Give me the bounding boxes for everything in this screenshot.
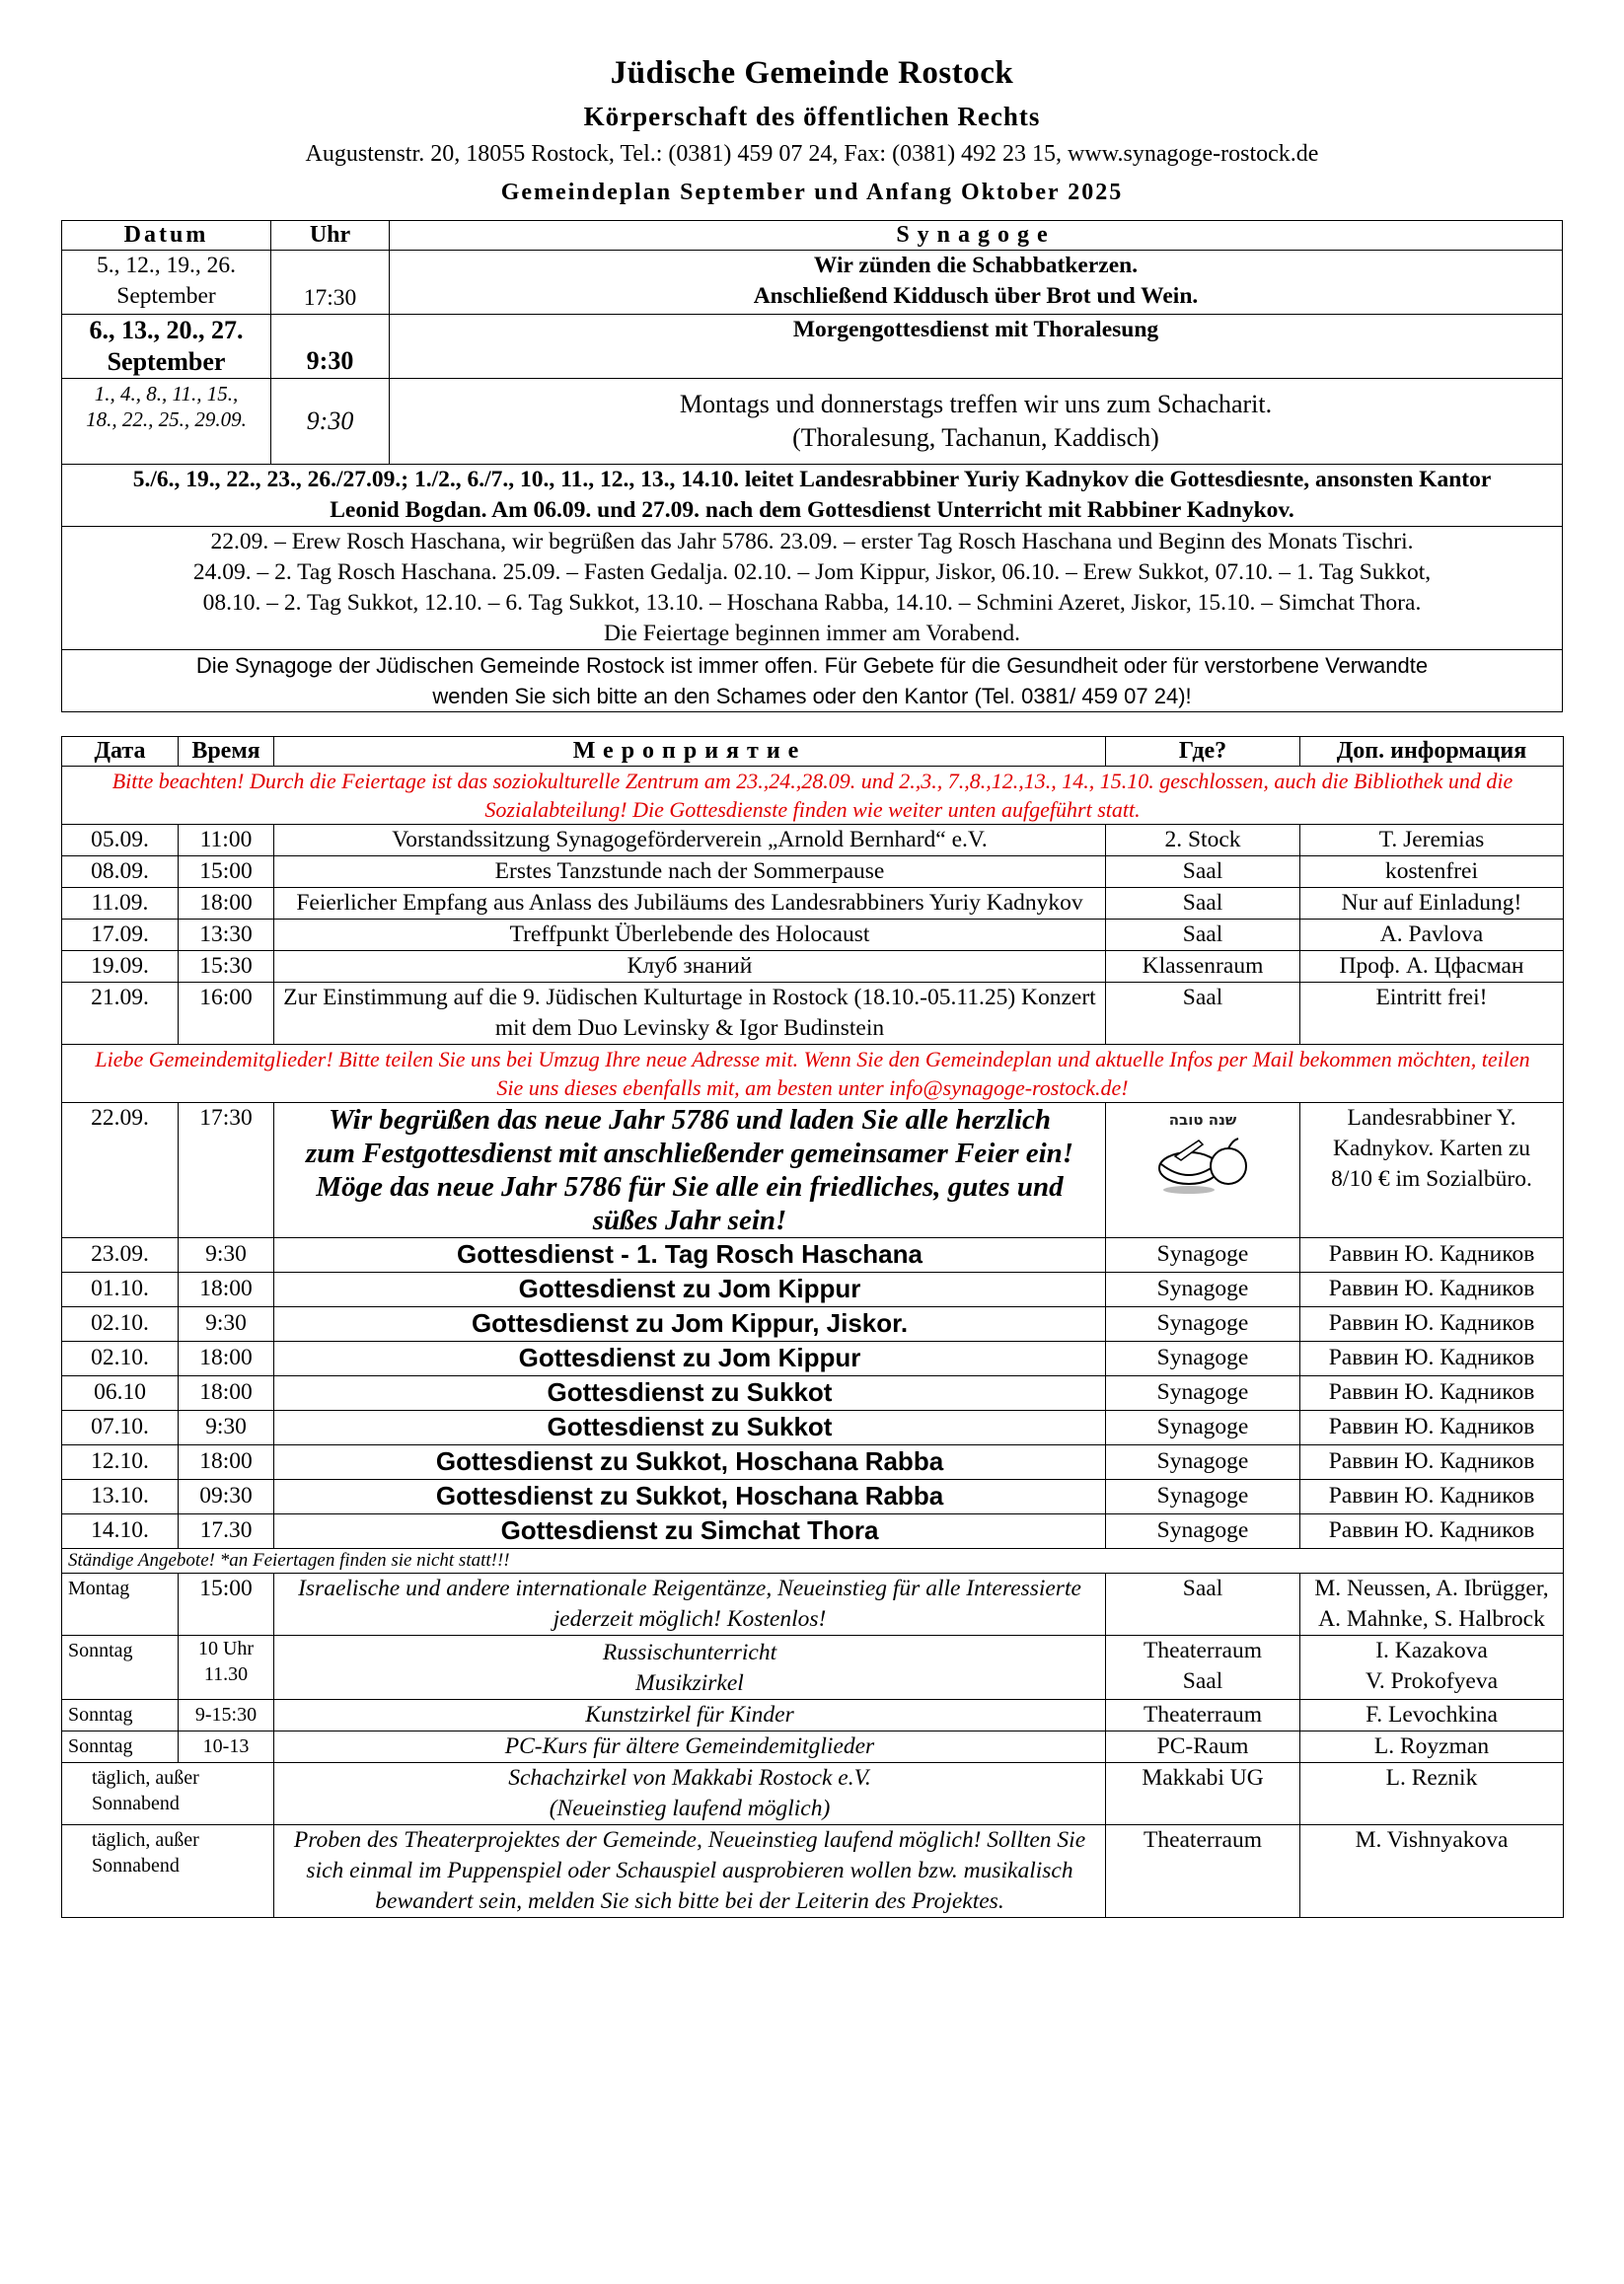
row-time: 17:30 [271, 251, 390, 315]
event-info: Раввин Ю. Кадников [1300, 1238, 1564, 1273]
event-date: 21.09. [62, 983, 179, 1045]
event-time: 18:00 [179, 1376, 274, 1411]
event-date: 14.10. [62, 1514, 179, 1549]
perm-event-line: Schachzirkel von Makkabi Rostock e.V. [508, 1765, 871, 1791]
perm-info: L. Reznik [1300, 1763, 1564, 1825]
event-title: Gottesdienst zu Jom Kippur [274, 1342, 1106, 1376]
event-date: 19.09. [62, 951, 179, 983]
table-row [62, 379, 1563, 465]
event-time: 09:30 [179, 1480, 274, 1514]
column-header-synagogue: Synagoge [390, 221, 1563, 251]
table-header-row [62, 737, 1564, 767]
event-time: 13:30 [179, 920, 274, 951]
event-place: Klassenraum [1106, 951, 1300, 983]
column-header-date: Datum [62, 221, 271, 251]
perm-event-line: Russischunterricht [602, 1640, 777, 1665]
perm-time-line: 10 Uhr [197, 1638, 255, 1659]
table-row [62, 1238, 1564, 1273]
table-row [62, 251, 1563, 315]
column-header-time: Время [179, 737, 274, 767]
perm-info-line: V. Prokofyeva [1365, 1668, 1499, 1694]
perm-time: 15:00 [179, 1574, 274, 1636]
event-title: Gottesdienst - 1. Tag Rosch Haschana [274, 1238, 1106, 1273]
perm-event [274, 1636, 1106, 1700]
event-place: Synagoge [1106, 1273, 1300, 1307]
feast-image-cell [1106, 1103, 1300, 1238]
event-title: Gottesdienst zu Sukkot, Hoschana Rabba [274, 1480, 1106, 1514]
row-time: 9:30 [271, 379, 390, 465]
event-time: 17.30 [179, 1514, 274, 1549]
perm-event [274, 1763, 1106, 1825]
perm-time-line: 11.30 [203, 1663, 249, 1685]
perm-event: Proben des Theaterprojektes der Gemeinde, Neueinstieg laufend möglich! Sollten Sie sich einmal im Puppenspiel oder Schauspiel ausprobieren wollen bzw. musikalisch bewandert sein, melden Sie sich bitte bei der Leiterin des Projektes. [274, 1825, 1106, 1918]
event-time: 18:00 [179, 888, 274, 920]
row-text-line: Montags und donnerstags treffen wir uns zum Schacharit. [679, 390, 1273, 418]
perm-place: Saal [1106, 1574, 1300, 1636]
event-place: Saal [1106, 856, 1300, 888]
event-info: Раввин Ю. Кадников [1300, 1273, 1564, 1307]
table-row [62, 527, 1563, 650]
permanent-note: Ständige Angebote! *an Feiertagen finden sie nicht statt!!! [62, 1549, 1564, 1574]
event-info: Проф. А. Цфасман [1300, 951, 1564, 983]
page-title: Jüdische Gemeinde Rostock [610, 55, 1014, 91]
event-place: Synagoge [1106, 1480, 1300, 1514]
column-header-time: Uhr [271, 221, 390, 251]
closure-notice: Bitte beachten! Durch die Feiertage ist das soziokulturelle Zentrum am 23.,24.,28.09. und 2.,3., 7.,8.,12.,13., 14., 15.10. geschlossen, auch die Bibliothek und die Sozialabteilung! Die Gottesdienste finden wie weiter unten aufgeführt statt. [62, 767, 1564, 825]
event-place: Synagoge [1106, 1342, 1300, 1376]
table-row [62, 1480, 1564, 1514]
perm-place: Theaterraum [1106, 1700, 1300, 1731]
column-header-event: Мероприятие [274, 737, 1106, 767]
table-row [62, 315, 1563, 379]
row-text-line: Wir zünden die Schabbatkerzen. [813, 253, 1139, 278]
event-time: 18:00 [179, 1273, 274, 1307]
event-place: Saal [1106, 888, 1300, 920]
event-date: 02.10. [62, 1342, 179, 1376]
column-header-place: Где? [1106, 737, 1300, 767]
table-row [62, 951, 1564, 983]
perm-place [1106, 1636, 1300, 1700]
table-row [62, 825, 1564, 856]
perm-time [179, 1636, 274, 1700]
event-title: Gottesdienst zu Sukkot, Hoschana Rabba [274, 1445, 1106, 1480]
event-time: 9:30 [179, 1411, 274, 1445]
perm-day: Sonntag [62, 1700, 179, 1731]
event-date: 11.09. [62, 888, 179, 920]
table-row [62, 1514, 1564, 1549]
table-row [62, 856, 1564, 888]
table-row [62, 983, 1564, 1045]
row-text: Morgengottesdienst mit Thoralesung [390, 315, 1563, 379]
event-time: 9:30 [179, 1307, 274, 1342]
event-info: Раввин Ю. Кадников [1300, 1514, 1564, 1549]
perm-place: PC-Raum [1106, 1731, 1300, 1763]
table-row [62, 767, 1564, 825]
event-info: Раввин Ю. Кадников [1300, 1480, 1564, 1514]
event-time: 18:00 [179, 1342, 274, 1376]
table-row [62, 1700, 1564, 1731]
feast-text: Wir begrüßen das neue Jahr 5786 und laden Sie alle herzlich zum Festgottesdienst mit anschließender gemeinsamer Feier ein! Möge das neue Jahr 5786 für Sie alle ein friedliches, gutes und süßes Jahr sein! [274, 1103, 1106, 1238]
table-row [62, 1376, 1564, 1411]
event-date: 08.09. [62, 856, 179, 888]
event-title: Vorstandssitzung Synagogeförderverein „Arnold Bernhard“ e.V. [274, 825, 1106, 856]
row-date: 5., 12., 19., 26. September [62, 251, 271, 315]
event-place: Synagoge [1106, 1376, 1300, 1411]
event-time: 15:00 [179, 856, 274, 888]
event-title: Gottesdienst zu Simchat Thora [274, 1514, 1106, 1549]
perm-event-line: (Neueinstieg laufend möglich) [549, 1796, 831, 1821]
holiday-note [62, 527, 1563, 650]
event-place: Synagoge [1106, 1238, 1300, 1273]
table-row [62, 465, 1563, 527]
table-row [62, 1411, 1564, 1445]
row-date: 1., 4., 8., 11., 15., 18., 22., 25., 29.09. [62, 379, 271, 465]
synagogue-table [61, 220, 1563, 712]
holiday-line: Die Feiertage beginnen immer am Vorabend. [603, 621, 1020, 646]
event-place: Saal [1106, 983, 1300, 1045]
event-place: Synagoge [1106, 1411, 1300, 1445]
event-title: Клуб знаний [274, 951, 1106, 983]
table-row [62, 1825, 1564, 1918]
event-date: 06.10 [62, 1376, 179, 1411]
perm-info: M. Vishnyakova [1300, 1825, 1564, 1918]
perm-place: Makkabi UG [1106, 1763, 1300, 1825]
event-date: 07.10. [62, 1411, 179, 1445]
holiday-line: 22.09. – Erew Rosch Haschana, wir begrüßen das Jahr 5786. 23.09. – erster Tag Rosch Haschana und Beginn des Monats Tischri. [210, 529, 1414, 554]
event-info: Nur auf Einladung! [1300, 888, 1564, 920]
event-time: 9:30 [179, 1238, 274, 1273]
plan-title: Gemeindeplan September und Anfang Oktober 2025 [500, 180, 1124, 205]
services-list [62, 1238, 1564, 1549]
event-title: Erstes Tanzstunde nach der Sommerpause [274, 856, 1106, 888]
event-date: 01.10. [62, 1273, 179, 1307]
perm-place: Theaterraum [1106, 1825, 1300, 1918]
perm-time: 9-15:30 [179, 1700, 274, 1731]
open-note-line: wenden Sie sich bitte an den Schames oder den Kantor (Tel. 0381/ 459 07 24)! [432, 684, 1192, 708]
row-text [390, 379, 1563, 465]
column-header-info: Доп. информация [1300, 737, 1564, 767]
event-time: 15:30 [179, 951, 274, 983]
address-notice: Liebe Gemeindemitglieder! Bitte teilen Sie uns bei Umzug Ihre neue Adresse mit. Wenn Sie den Gemeindeplan und aktuelle Infos per Mail bekommen möchten, teilen Sie uns dieses ebenfalls mit, am besten unter info@synagoge-rostock.de! [62, 1045, 1564, 1103]
event-date: 13.10. [62, 1480, 179, 1514]
perm-info: F. Levochkina [1300, 1700, 1564, 1731]
shana-tova-caption: שנה טובה [1168, 1111, 1237, 1129]
table-row [62, 1103, 1564, 1238]
event-date: 23.09. [62, 1238, 179, 1273]
table-row [62, 1307, 1564, 1342]
event-time: 16:00 [179, 983, 274, 1045]
table-row [62, 1342, 1564, 1376]
perm-day: Sonntag [62, 1731, 179, 1763]
perm-day: täglich, außer Sonnabend [62, 1825, 274, 1918]
event-date: 17.09. [62, 920, 179, 951]
event-title: Gottesdienst zu Sukkot [274, 1376, 1106, 1411]
event-date: 05.09. [62, 825, 179, 856]
row-date: 6., 13., 20., 27. September [62, 315, 271, 379]
event-info: Раввин Ю. Кадников [1300, 1342, 1564, 1376]
event-place: Synagoge [1106, 1514, 1300, 1549]
open-note [62, 650, 1563, 712]
event-title: Gottesdienst zu Jom Kippur, Jiskor. [274, 1307, 1106, 1342]
table-row [62, 1731, 1564, 1763]
event-time: 11:00 [179, 825, 274, 856]
table-row [62, 1273, 1564, 1307]
perm-event: Israelische und andere internationale Reigentänze, Neueinstieg für alle Interessierte jederzeit möglich! Kostenlos! [274, 1574, 1106, 1636]
perm-day: Sonntag [62, 1636, 179, 1700]
event-place: 2. Stock [1106, 825, 1300, 856]
event-place: Synagoge [1106, 1445, 1300, 1480]
perm-day: täglich, außer Sonnabend [62, 1763, 274, 1825]
holiday-line: 08.10. – 2. Tag Sukkot, 12.10. – 6. Tag Sukkot, 13.10. – Hoschana Rabba, 14.10. – Schmini Azeret, Jiskor, 15.10. – Simchat Thora. [202, 590, 1422, 616]
perm-info [1300, 1636, 1564, 1700]
table-row [62, 1045, 1564, 1103]
row-text-line: (Thoralesung, Tachanun, Kaddisch) [792, 423, 1159, 452]
perm-info: L. Royzman [1300, 1731, 1564, 1763]
event-title: Gottesdienst zu Sukkot [274, 1411, 1106, 1445]
table-row [62, 888, 1564, 920]
feast-info: Landesrabbiner Y. Kadnykov. Karten zu 8/10 € im Sozialbüro. [1300, 1103, 1564, 1238]
table-row [62, 1445, 1564, 1480]
contact-address: Augustenstr. 20, 18055 Rostock, Tel.: (0381) 459 07 24, Fax: (0381) 492 23 15, www.synagoge-rostock.de [305, 141, 1319, 167]
perm-event: Kunstzirkel für Kinder [274, 1700, 1106, 1731]
table-header-row [62, 221, 1563, 251]
events-list [62, 825, 1564, 1045]
page-subtitle: Körperschaft des öffentlichen Rechts [583, 102, 1041, 131]
feast-date: 22.09. [62, 1103, 179, 1238]
event-info: A. Pavlova [1300, 920, 1564, 951]
event-info: Раввин Ю. Кадников [1300, 1411, 1564, 1445]
row-time: 9:30 [271, 315, 390, 379]
perm-info: M. Neussen, A. Ibrügger, A. Mahnke, S. Halbrock [1300, 1574, 1564, 1636]
row-text-line: Anschließend Kiddusch über Brot und Wein. [753, 283, 1199, 309]
feast-time: 17:30 [179, 1103, 274, 1238]
event-place: Saal [1106, 920, 1300, 951]
perm-place-line: Saal [1182, 1668, 1223, 1694]
event-title: Treffpunkt Überlebende des Holocaust [274, 920, 1106, 951]
event-title: Gottesdienst zu Jom Kippur [274, 1273, 1106, 1307]
table-row [62, 1549, 1564, 1574]
perm-event-line: Musikzirkel [635, 1670, 744, 1696]
table-row [62, 650, 1563, 712]
event-title: Zur Einstimmung auf die 9. Jüdischen Kulturtage in Rostock (18.10.-05.11.25) Konzert mit dem Duo Levinsky & Igor Budinstein [274, 983, 1106, 1045]
perm-event: PC-Kurs für ältere Gemeindemitglieder [274, 1731, 1106, 1763]
perm-time: 10-13 [179, 1731, 274, 1763]
row-text [390, 251, 1563, 315]
event-info: Раввин Ю. Кадников [1300, 1376, 1564, 1411]
event-info: Раввин Ю. Кадников [1300, 1307, 1564, 1342]
column-header-date: Дата [62, 737, 179, 767]
rabbi-note: 5./6., 19., 22., 23., 26./27.09.; 1./2., 6./7., 10., 11., 12., 13., 14.10. leitet Landesrabbiner Yuriy Kadnykov die Gottesdiesnte, ansonsten Kantor Leonid Bogdan. Am 06.09. und 27.09. nach dem Gottesdienst Unterricht mit Rabbiner Kadnykov. [62, 465, 1563, 527]
event-info: T. Jeremias [1300, 825, 1564, 856]
perm-place-line: Theaterraum [1143, 1638, 1263, 1663]
event-title: Feierlicher Empfang aus Anlass des Jubiläums des Landesrabbiners Yuriy Kadnykov [274, 888, 1106, 920]
table-row [62, 1636, 1564, 1700]
event-info: Раввин Ю. Кадников [1300, 1445, 1564, 1480]
event-time: 18:00 [179, 1445, 274, 1480]
open-note-line: Die Synagoge der Jüdischen Gemeinde Rostock ist immer offen. Für Gebete für die Gesundheit oder für verstorbene Verwandte [195, 653, 1429, 678]
perm-day: Montag [62, 1574, 179, 1636]
apple-honey-illustration [1144, 1111, 1262, 1196]
events-table [61, 736, 1564, 1918]
perm-info-line: I. Kazakova [1375, 1638, 1488, 1663]
table-row [62, 1574, 1564, 1636]
event-date: 12.10. [62, 1445, 179, 1480]
event-place: Synagoge [1106, 1307, 1300, 1342]
holiday-line: 24.09. – 2. Tag Rosch Haschana. 25.09. – Fasten Gedalja. 02.10. – Jom Kippur, Jiskor, 06.10. – Erew Sukkot, 07.10. – 1. Tag Sukkot, [192, 559, 1432, 585]
table-row [62, 1763, 1564, 1825]
event-date: 02.10. [62, 1307, 179, 1342]
event-info: kostenfrei [1300, 856, 1564, 888]
event-info: Eintritt frei! [1300, 983, 1564, 1045]
table-row [62, 920, 1564, 951]
